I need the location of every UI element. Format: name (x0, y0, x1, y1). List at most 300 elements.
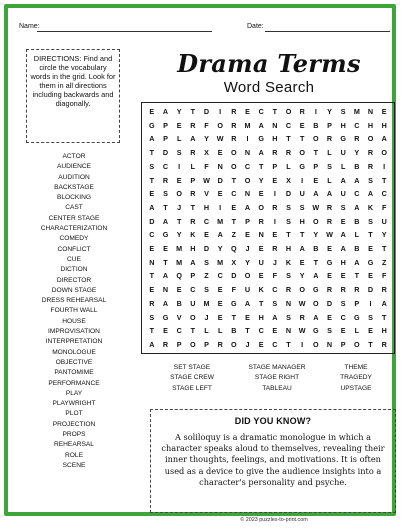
grid-letter[interactable]: T (163, 202, 168, 212)
grid-letter[interactable]: H (190, 244, 196, 254)
grid-letter[interactable]: X (231, 257, 237, 267)
grid-letter[interactable]: Y (217, 244, 223, 254)
grid-letter[interactable]: T (149, 175, 155, 185)
grid-letter[interactable]: X (204, 148, 209, 158)
grid-letter[interactable]: A (190, 134, 196, 144)
grid-letter[interactable]: L (176, 134, 182, 144)
grid-letter[interactable]: C (149, 230, 155, 240)
grid-letter[interactable]: C (354, 189, 360, 199)
grid-letter[interactable]: O (231, 148, 237, 158)
grid-letter[interactable]: T (231, 312, 237, 322)
grid-letter[interactable]: B (176, 298, 182, 308)
grid-letter[interactable]: E (217, 189, 223, 199)
grid-letter[interactable]: J (245, 244, 250, 254)
grid-letter[interactable]: W (298, 298, 306, 308)
grid-letter[interactable]: C (176, 326, 182, 336)
grid-letter[interactable]: T (190, 107, 196, 116)
grid-letter[interactable]: N (272, 120, 278, 130)
grid-letter[interactable]: H (340, 120, 346, 130)
grid-letter[interactable]: Y (245, 257, 250, 267)
grid-letter[interactable]: E (149, 285, 155, 295)
grid-letter[interactable]: D (162, 148, 169, 158)
grid-letter[interactable]: I (301, 339, 304, 349)
grid-letter[interactable]: O (176, 189, 182, 199)
grid-letter[interactable]: C (162, 161, 169, 171)
grid-letter[interactable]: E (327, 244, 332, 254)
grid-letter[interactable]: E (368, 271, 373, 281)
grid-letter[interactable]: U (340, 189, 346, 199)
grid-letter[interactable]: T (368, 230, 373, 240)
grid-letter[interactable]: O (354, 339, 360, 349)
grid-letter[interactable]: H (285, 244, 292, 254)
grid-letter[interactable]: P (190, 175, 196, 185)
grid-letter[interactable]: R (272, 202, 278, 212)
grid-letter[interactable]: L (204, 326, 209, 336)
grid-letter[interactable]: R (354, 134, 360, 144)
grid-letter[interactable]: T (149, 326, 155, 336)
grid-letter[interactable]: E (217, 298, 223, 308)
grid-letter[interactable]: T (286, 339, 291, 349)
grid-letter[interactable]: S (368, 175, 373, 185)
grid-letter[interactable]: A (340, 244, 346, 254)
grid-letter[interactable]: Y (327, 107, 332, 116)
grid-letter[interactable]: C (203, 216, 210, 226)
grid-letter[interactable]: E (368, 326, 373, 336)
grid-letter[interactable]: G (299, 161, 305, 171)
grid-letter[interactable]: B (354, 216, 360, 226)
grid-letter[interactable]: T (190, 202, 196, 212)
grid-letter[interactable]: L (354, 326, 360, 336)
grid-letter[interactable]: R (326, 285, 333, 295)
grid-letter[interactable]: B (354, 244, 360, 254)
grid-letter[interactable]: G (231, 298, 237, 308)
grid-letter[interactable]: Q (176, 271, 182, 281)
grid-letter[interactable]: P (340, 339, 346, 349)
grid-letter[interactable]: I (273, 216, 276, 226)
grid-letter[interactable]: O (299, 148, 305, 158)
grid-letter[interactable]: T (381, 312, 387, 322)
letter-grid[interactable] (141, 102, 395, 354)
grid-letter[interactable]: N (326, 339, 333, 349)
grid-letter[interactable]: A (326, 189, 333, 199)
grid-letter[interactable]: S (327, 161, 332, 171)
grid-letter[interactable]: K (285, 257, 292, 267)
grid-letter[interactable]: R (258, 216, 264, 226)
grid-letter[interactable]: N (285, 298, 292, 308)
grid-letter[interactable]: E (245, 107, 250, 116)
grid-letter[interactable]: E (381, 107, 387, 116)
grid-letter[interactable]: E (299, 120, 305, 130)
grid-letter[interactable]: R (190, 148, 196, 158)
grid-letter[interactable]: R (285, 285, 292, 295)
grid-letter[interactable]: M (217, 257, 224, 267)
grid-letter[interactable]: H (258, 312, 264, 322)
grid-letter[interactable]: A (272, 312, 278, 322)
grid-letter[interactable]: Y (176, 107, 182, 116)
grid-letter[interactable]: E (340, 271, 346, 281)
grid-letter[interactable]: A (381, 298, 387, 308)
grid-letter[interactable]: A (244, 298, 251, 308)
grid-letter[interactable]: W (203, 175, 210, 185)
grid-letter[interactable]: N (367, 107, 374, 116)
grid-letter[interactable]: E (149, 107, 155, 116)
grid-letter[interactable]: C (190, 285, 196, 295)
grid-letter[interactable]: A (162, 216, 169, 226)
grid-letter[interactable]: Y (176, 230, 182, 240)
grid-letter[interactable]: H (381, 326, 387, 336)
grid-letter[interactable]: E (217, 148, 223, 158)
grid-letter[interactable]: T (231, 216, 237, 226)
grid-letter[interactable]: E (258, 244, 264, 254)
grid-letter[interactable]: S (163, 189, 168, 199)
grid-letter[interactable]: T (258, 161, 264, 171)
grid-letter[interactable]: G (354, 312, 360, 322)
grid-letter[interactable]: P (163, 134, 168, 144)
grid-letter[interactable]: E (217, 312, 223, 322)
grid-letter[interactable]: E (258, 189, 264, 199)
grid-letter[interactable]: I (219, 202, 222, 212)
grid-letter[interactable]: C (244, 161, 251, 171)
grid-letter[interactable]: U (244, 285, 251, 295)
grid-letter[interactable]: P (163, 120, 168, 130)
grid-letter[interactable]: S (204, 257, 209, 267)
grid-letter[interactable]: N (244, 148, 251, 158)
grid-letter[interactable]: Y (204, 134, 209, 144)
grid-letter[interactable]: N (149, 257, 155, 267)
grid-letter[interactable]: Z (204, 271, 209, 281)
grid-letter[interactable]: E (272, 326, 278, 336)
grid-letter[interactable]: Z (231, 230, 237, 240)
grid-letter[interactable]: S (149, 161, 155, 171)
grid-letter[interactable]: E (368, 244, 373, 254)
grid-letter[interactable]: U (258, 257, 264, 267)
grid-letter[interactable]: S (176, 148, 182, 158)
grid-letter[interactable]: S (272, 298, 278, 308)
grid-letter[interactable]: P (327, 120, 332, 130)
grid-letter[interactable]: D (231, 271, 237, 281)
grid-letter[interactable]: C (272, 339, 278, 349)
grid-letter[interactable]: B (313, 244, 319, 254)
grid-letter[interactable]: L (190, 161, 196, 171)
grid-letter[interactable]: P (190, 271, 196, 281)
grid-letter[interactable]: R (299, 312, 305, 322)
grid-letter[interactable]: R (272, 148, 278, 158)
grid-letter[interactable]: U (381, 216, 387, 226)
grid-letter[interactable]: D (326, 298, 333, 308)
grid-letter[interactable]: M (217, 216, 224, 226)
grid-letter[interactable]: I (314, 107, 317, 116)
grid-letter[interactable]: C (258, 326, 264, 336)
grid-letter[interactable]: E (163, 326, 168, 336)
grid-letter[interactable]: O (381, 148, 387, 158)
grid-letter[interactable]: C (272, 285, 278, 295)
grid-letter[interactable]: L (340, 161, 346, 171)
grid-letter[interactable]: R (381, 339, 387, 349)
grid-letter[interactable]: C (285, 120, 292, 130)
grid-letter[interactable]: I (178, 161, 181, 171)
grid-letter[interactable]: Z (381, 257, 387, 267)
grid-letter[interactable]: A (354, 202, 360, 212)
grid-letter[interactable]: S (299, 202, 305, 212)
grid-letter[interactable]: T (286, 134, 291, 144)
grid-letter[interactable]: B (231, 326, 237, 336)
grid-letter[interactable]: F (204, 120, 209, 130)
grid-letter[interactable]: D (285, 189, 292, 199)
grid-letter[interactable]: E (149, 244, 155, 254)
grid-letter[interactable]: U (340, 148, 346, 158)
grid-letter[interactable]: R (367, 161, 374, 171)
grid-letter[interactable]: U (190, 298, 196, 308)
grid-letter[interactable]: T (231, 175, 237, 185)
grid-letter[interactable]: E (176, 175, 182, 185)
grid-letter[interactable]: A (313, 271, 319, 281)
grid-letter[interactable]: P (313, 161, 319, 171)
grid-letter[interactable]: Y (381, 230, 387, 240)
grid-letter[interactable]: A (190, 257, 196, 267)
grid-letter[interactable]: T (149, 148, 155, 158)
grid-letter[interactable]: O (313, 339, 319, 349)
grid-letter[interactable]: A (299, 244, 305, 254)
grid-letter[interactable]: S (286, 202, 291, 212)
grid-letter[interactable]: A (354, 257, 360, 267)
grid-letter[interactable]: M (176, 244, 183, 254)
grid-letter[interactable]: C (340, 312, 346, 322)
grid-letter[interactable]: Q (231, 244, 237, 254)
grid-letter[interactable]: V (204, 189, 209, 199)
grid-letter[interactable]: S (286, 271, 291, 281)
grid-letter[interactable]: G (367, 257, 374, 267)
grid-letter[interactable]: O (190, 312, 196, 322)
grid-letter[interactable]: R (231, 107, 237, 116)
grid-letter[interactable]: R (190, 189, 196, 199)
grid-letter[interactable]: A (162, 271, 169, 281)
grid-letter[interactable]: R (381, 285, 387, 295)
grid-letter[interactable]: O (231, 161, 237, 171)
grid-letter[interactable]: T (149, 271, 155, 281)
grid-letter[interactable]: R (326, 202, 333, 212)
grid-letter[interactable]: T (272, 107, 278, 116)
grid-letter[interactable]: X (286, 175, 291, 185)
grid-letter[interactable]: A (381, 134, 387, 144)
grid-letter[interactable]: A (149, 202, 155, 212)
grid-letter[interactable]: R (190, 120, 196, 130)
grid-letter[interactable]: E (258, 339, 264, 349)
grid-letter[interactable]: S (286, 216, 291, 226)
grid-letter[interactable]: S (340, 107, 346, 116)
grid-letter[interactable]: N (258, 230, 264, 240)
grid-letter[interactable]: O (313, 298, 319, 308)
grid-letter[interactable]: F (272, 271, 278, 281)
grid-letter[interactable]: I (273, 189, 276, 199)
grid-letter[interactable]: M (353, 107, 360, 116)
grid-letter[interactable]: E (176, 285, 182, 295)
grid-letter[interactable]: A (162, 298, 169, 308)
grid-letter[interactable]: E (231, 202, 237, 212)
grid-letter[interactable]: R (326, 216, 333, 226)
grid-letter[interactable]: R (299, 107, 305, 116)
grid-letter[interactable]: Y (258, 175, 264, 185)
grid-letter[interactable]: S (204, 285, 209, 295)
grid-letter[interactable]: O (313, 134, 319, 144)
grid-letter[interactable]: T (354, 271, 360, 281)
grid-letter[interactable]: R (217, 339, 223, 349)
grid-letter[interactable]: M (203, 298, 210, 308)
grid-letter[interactable]: D (367, 285, 374, 295)
grid-letter[interactable]: T (381, 244, 387, 254)
grid-letter[interactable]: E (327, 271, 332, 281)
grid-letter[interactable]: E (149, 189, 155, 199)
grid-letter[interactable]: R (285, 148, 292, 158)
grid-letter[interactable]: C (258, 107, 264, 116)
grid-letter[interactable]: R (231, 120, 237, 130)
grid-letter[interactable]: H (203, 202, 210, 212)
grid-letter[interactable]: A (149, 339, 155, 349)
grid-letter[interactable]: A (149, 134, 155, 144)
grid-letter[interactable]: L (354, 230, 360, 240)
grid-letter[interactable]: G (340, 134, 346, 144)
grid-letter[interactable]: O (313, 216, 319, 226)
grid-letter[interactable]: I (383, 161, 386, 171)
grid-letter[interactable]: O (299, 285, 305, 295)
grid-letter[interactable]: E (340, 216, 346, 226)
grid-letter[interactable]: D (203, 244, 210, 254)
grid-letter[interactable]: O (231, 339, 237, 349)
grid-letter[interactable]: G (162, 230, 169, 240)
grid-letter[interactable]: B (313, 120, 319, 130)
grid-letter[interactable]: U (299, 189, 305, 199)
grid-letter[interactable]: T (313, 257, 319, 267)
grid-letter[interactable]: C (354, 120, 360, 130)
grid-letter[interactable]: N (162, 285, 169, 295)
grid-letter[interactable]: B (354, 161, 360, 171)
grid-letter[interactable]: R (162, 175, 169, 185)
grid-letter[interactable]: L (286, 161, 291, 171)
grid-letter[interactable]: D (149, 216, 155, 226)
grid-letter[interactable]: E (340, 326, 346, 336)
grid-letter[interactable]: I (369, 298, 372, 308)
grid-letter[interactable]: G (326, 257, 333, 267)
grid-letter[interactable]: E (327, 312, 332, 322)
grid-letter[interactable]: J (245, 339, 250, 349)
grid-letter[interactable]: P (354, 298, 360, 308)
grid-letter[interactable]: E (217, 285, 223, 295)
grid-letter[interactable]: T (163, 257, 168, 267)
grid-letter[interactable]: C (381, 189, 387, 199)
grid-letter[interactable]: W (312, 202, 320, 212)
grid-letter[interactable]: L (217, 326, 223, 336)
grid-letter[interactable]: W (326, 230, 333, 240)
grid-letter[interactable]: L (327, 175, 332, 185)
grid-letter[interactable]: L (327, 148, 332, 158)
grid-letter[interactable]: I (219, 107, 222, 116)
grid-letter[interactable]: N (285, 326, 292, 336)
grid-letter[interactable]: I (301, 175, 304, 185)
grid-letter[interactable]: M (176, 257, 183, 267)
grid-letter[interactable]: E (245, 312, 250, 322)
grid-letter[interactable]: H (272, 134, 278, 144)
grid-letter[interactable]: S (327, 326, 332, 336)
grid-letter[interactable]: A (340, 175, 346, 185)
grid-letter[interactable]: E (258, 271, 264, 281)
grid-letter[interactable]: S (340, 298, 346, 308)
grid-letter[interactable]: A (354, 175, 360, 185)
grid-letter[interactable]: R (326, 134, 333, 144)
grid-letter[interactable]: F (381, 202, 387, 212)
grid-letter[interactable]: H (340, 257, 346, 267)
grid-letter[interactable]: F (204, 161, 209, 171)
grid-letter[interactable]: O (367, 134, 374, 144)
grid-letter[interactable]: G (162, 312, 169, 322)
grid-letter[interactable]: T (299, 230, 305, 240)
grid-letter[interactable]: T (258, 298, 264, 308)
grid-letter[interactable]: A (313, 189, 319, 199)
grid-letter[interactable]: S (368, 312, 373, 322)
grid-letter[interactable]: G (258, 134, 264, 144)
grid-letter[interactable]: E (176, 120, 182, 130)
grid-letter[interactable]: H (367, 120, 374, 130)
grid-letter[interactable]: R (149, 298, 155, 308)
grid-letter[interactable]: A (340, 230, 346, 240)
grid-letter[interactable]: P (204, 339, 209, 349)
grid-letter[interactable]: F (381, 271, 387, 281)
grid-letter[interactable]: A (258, 148, 264, 158)
grid-letter[interactable]: R (162, 339, 169, 349)
grid-letter[interactable]: P (272, 161, 278, 171)
grid-letter[interactable]: Y (313, 230, 319, 240)
grid-letter[interactable]: E (272, 175, 278, 185)
grid-letter[interactable]: O (244, 175, 251, 185)
grid-letter[interactable]: P (245, 216, 250, 226)
grid-letter[interactable]: W (216, 134, 224, 144)
grid-letter[interactable]: I (246, 134, 249, 144)
grid-letter[interactable]: V (176, 312, 182, 322)
grid-letter[interactable]: T (381, 175, 387, 185)
grid-letter[interactable]: R (190, 216, 196, 226)
grid-letter[interactable]: D (217, 175, 223, 185)
grid-letter[interactable]: D (203, 107, 210, 116)
grid-letter[interactable]: K (258, 285, 264, 295)
grid-letter[interactable]: Y (299, 271, 305, 281)
grid-letter[interactable]: T (286, 230, 291, 240)
grid-letter[interactable]: Y (354, 148, 360, 158)
grid-letter[interactable]: R (354, 285, 360, 295)
grid-letter[interactable]: G (149, 120, 155, 130)
grid-letter[interactable]: R (367, 148, 374, 158)
grid-letter[interactable]: H (381, 120, 387, 130)
grid-letter[interactable]: T (299, 134, 305, 144)
grid-letter[interactable]: O (190, 339, 196, 349)
grid-letter[interactable]: G (313, 285, 319, 295)
grid-letter[interactable]: S (286, 312, 291, 322)
grid-letter[interactable]: N (244, 189, 251, 199)
grid-letter[interactable]: E (245, 230, 250, 240)
grid-letter[interactable]: R (231, 134, 237, 144)
grid-letter[interactable]: N (217, 161, 223, 171)
grid-letter[interactable]: E (272, 230, 278, 240)
grid-letter[interactable]: A (313, 312, 319, 322)
grid-letter[interactable]: A (367, 189, 374, 199)
grid-letter[interactable]: E (313, 175, 319, 185)
grid-letter[interactable]: P (176, 339, 182, 349)
grid-letter[interactable]: R (272, 244, 278, 254)
grid-letter[interactable]: O (217, 120, 223, 130)
grid-letter[interactable]: C (217, 271, 223, 281)
grid-letter[interactable]: T (176, 216, 182, 226)
grid-letter[interactable]: F (231, 285, 237, 295)
grid-letter[interactable]: O (285, 107, 292, 116)
grid-letter[interactable]: H (299, 216, 305, 226)
grid-letter[interactable]: E (163, 244, 168, 254)
